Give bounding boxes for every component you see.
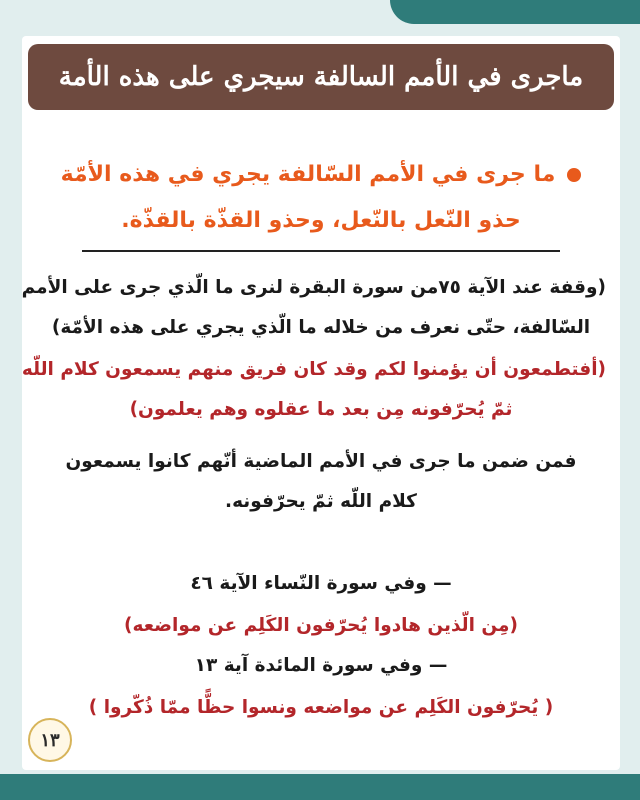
- intro-line-2: السّالفة، حتّى نعرف من خلاله ما الّذي يجري على هذه الأمّة): [51, 317, 591, 338]
- hadith-line-1: ما جرى في الأمم السّالفة يجري في هذه الأمّة: [60, 162, 556, 187]
- verse-baqarah-line-1: (أفتطمعون أن يؤمنوا لكم وقد كان فريق منهم يسمعون كلام اللّه: [21, 359, 606, 380]
- content-card: [22, 36, 620, 770]
- bottom-band: [0, 774, 640, 800]
- verse-baqarah-line-2: ثمّ يُحرّفونه مِن بعد ما عقلوه وهم يعلمون): [129, 399, 513, 420]
- hadith-line-2: حذو النّعل بالنّعل، وحذو القذّة بالقذّة.: [121, 208, 521, 233]
- explanation-line-1: فمن ضمن ما جرى في الأمم الماضية أنّهم كانوا يسمعون: [65, 451, 577, 472]
- page-number-badge: ١٣: [28, 718, 72, 762]
- header-bar: [28, 44, 614, 110]
- bullet-icon: [567, 168, 581, 182]
- intro-line-1: (وقفة عند الآية ٧٥من سورة البقرة لنرى ما الّذي جرى على الأمم: [21, 277, 606, 298]
- intro-block: [21, 268, 606, 348]
- page-title: ماجرى في الأمم السالفة سيجري على هذه الأمة: [58, 62, 584, 92]
- verse-baqarah: [21, 350, 606, 430]
- maidah-reference: — وفي سورة المائدة آية ١٣: [194, 655, 448, 676]
- explanation-block: [36, 442, 606, 522]
- divider: [82, 250, 560, 252]
- nisa-verse: (مِن الّذين هادوا يُحرّفون الكَلِم عن مواضعه): [124, 615, 518, 636]
- explanation-line-2: كلام اللّه ثمّ يحرّفونه.: [225, 491, 417, 512]
- maidah-verse: ( يُحرّفون الكَلِم عن مواضعه ونسوا حظًّا ممّا ذُكّروا ): [88, 697, 554, 718]
- nisa-reference: — وفي سورة النّساء الآية ٤٦: [190, 573, 452, 594]
- corner-decoration: [390, 0, 640, 24]
- hadith-block: [42, 152, 600, 244]
